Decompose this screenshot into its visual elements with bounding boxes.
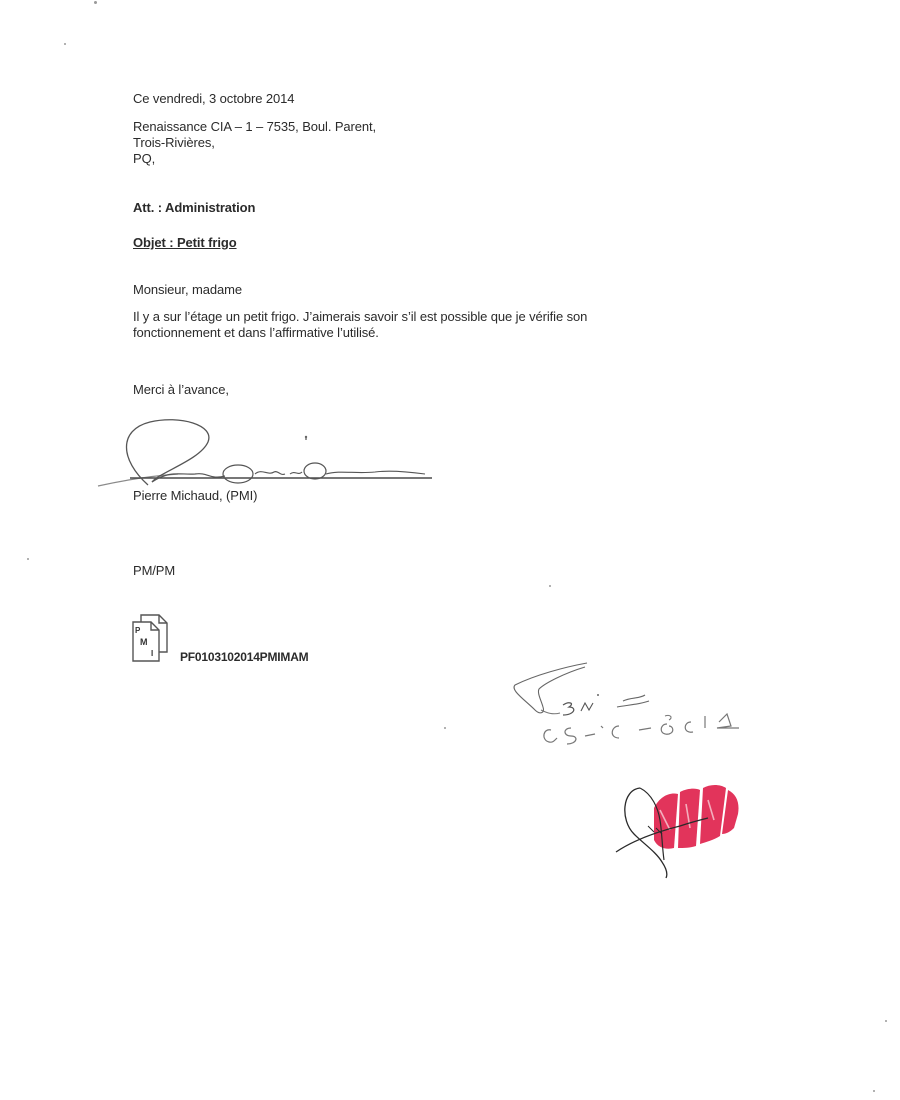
scan-speck bbox=[27, 558, 29, 560]
salutation: Monsieur, madame bbox=[133, 282, 242, 297]
recipient-address-line-3: PQ, bbox=[133, 151, 156, 166]
scan-speck bbox=[873, 1090, 875, 1092]
handwritten-date-annotation bbox=[535, 700, 775, 750]
scan-speck bbox=[94, 1, 97, 4]
scan-speck bbox=[549, 585, 551, 587]
scan-speck bbox=[444, 727, 446, 729]
file-icon-letter-p: P bbox=[135, 626, 141, 635]
body-line-1: Il y a sur l’étage un petit frigo. J’aimerais savoir s’il est possible que je vérifie son bbox=[133, 309, 588, 324]
recipient-address-line-2: Trois-Rivières, bbox=[133, 135, 215, 150]
handwritten-signature bbox=[90, 410, 450, 500]
file-icon-letter-i: I bbox=[151, 649, 154, 658]
recipient-address-line-1: Renaissance CIA – 1 – 7535, Boul. Parent, bbox=[133, 119, 377, 134]
initial-scrawl-over-stamp bbox=[600, 770, 740, 880]
attention-line: Att. : Administration bbox=[133, 200, 256, 215]
file-icon-letter-m: M bbox=[140, 637, 148, 647]
scan-speck bbox=[885, 1020, 887, 1022]
closing: Merci à l’avance, bbox=[133, 382, 229, 397]
letter-date: Ce vendredi, 3 octobre 2014 bbox=[133, 91, 295, 106]
scan-speck bbox=[64, 43, 66, 45]
subject-line: Objet : Petit frigo bbox=[133, 235, 237, 250]
reference-initials: PM/PM bbox=[133, 563, 176, 578]
document-copy-icon bbox=[131, 612, 177, 664]
body-line-2: fonctionnement et dans l’affirmative l’utilisé. bbox=[133, 325, 379, 340]
file-reference-code: PF0103102014PMIMAM bbox=[180, 650, 309, 664]
signatory-name: Pierre Michaud, (PMI) bbox=[133, 488, 258, 503]
